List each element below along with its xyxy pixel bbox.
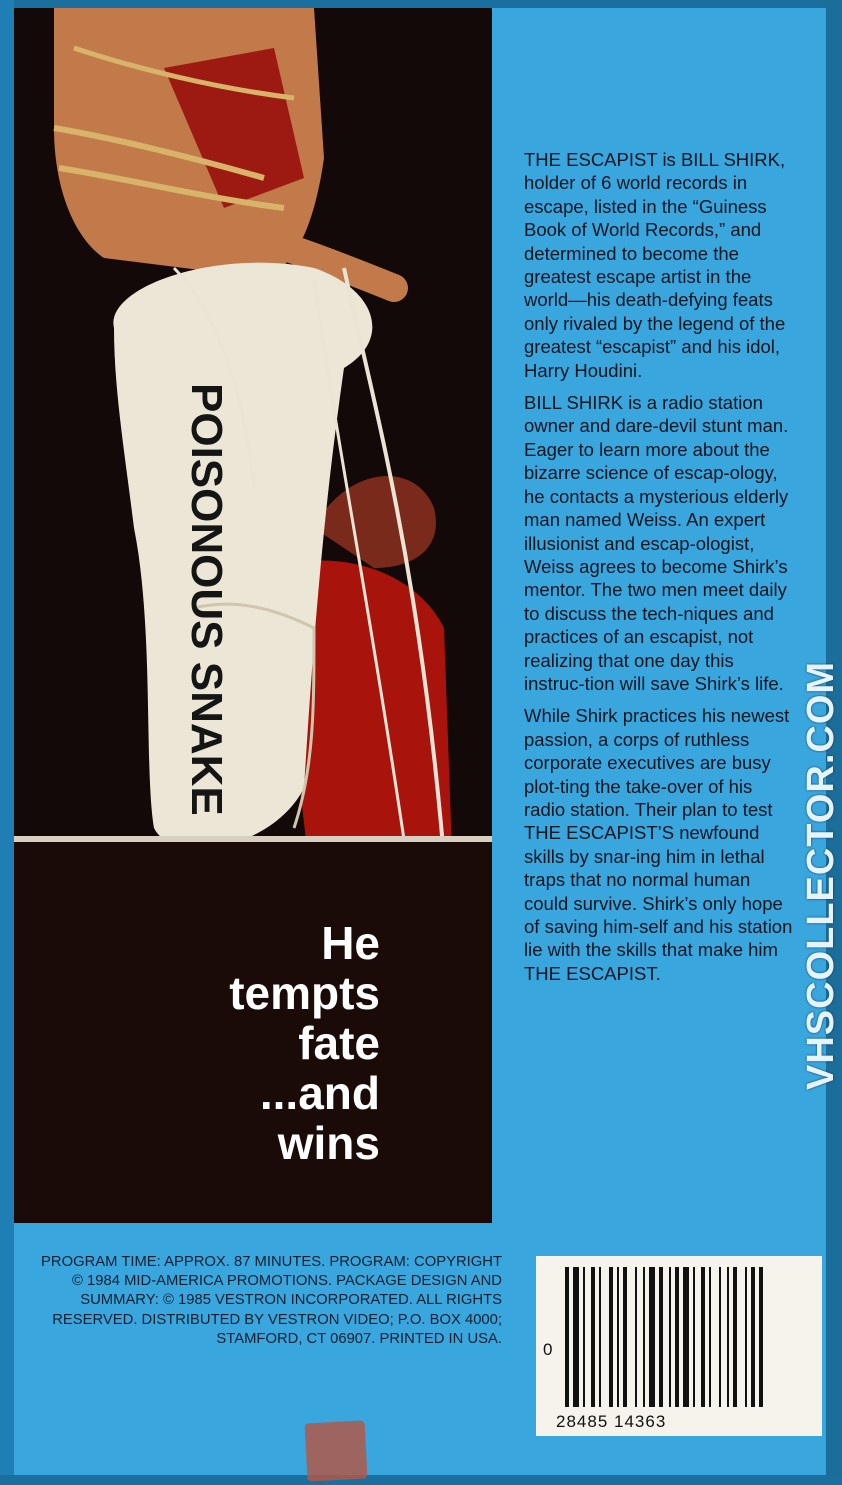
bag-label: POISONOUS SNAKE [182,383,231,816]
case-bottom-edge [0,1475,842,1485]
tagline-line-2: tempts [229,967,380,1019]
tagline-line-3: fate [298,1017,380,1069]
price-sticker-remnant [305,1420,368,1481]
synopsis-paragraph-3: While Shirk practices his newest passion, a corps of ruthless corporate executives are busy plot-ting the take-over of his radio station. Their plan to test THE ESCAPIST’S newfound skills by snar-ing him in lethal traps that no normal human could survive. Shirk’s only hope of saving him-self and his station lie with the skills that make him THE ESCAPIST. [524,705,793,984]
tagline [150,918,380,1168]
synopsis-paragraph-1: THE ESCAPIST is BILL SHIRK, holder of 6 world records in escape, listed in the “Guiness Book of World Records,” and determined to become the greatest escape artist in the world—his death-defying feats only rivaled by the legend of the greatest “escapist” and his idol, Harry Houdini. [524,149,786,381]
barcode-icon [565,1267,815,1407]
barcode-lead-digit: 0 [543,1340,553,1359]
tagline-line-5: wins [277,1117,380,1169]
synopsis [524,148,796,994]
watermark: VHSCOLLECTOR.COM [800,660,842,1090]
case-left-edge [0,0,14,1485]
tagline-line-4: ...and [259,1067,380,1119]
tagline-line-1: He [321,917,380,969]
case-top-edge [0,0,842,8]
credits-block: PROGRAM TIME: APPROX. 87 MINUTES. PROGRAM: COPYRIGHT © 1984 MID-AMERICA PROMOTIONS. PACKAGE DESIGN AND SUMMARY: © 1985 VESTRON INCORPORATED. ALL RIGHTS RESERVED. DISTRIBUTED BY VESTRON VIDEO; P.O. BOX 4000; STAMFORD, CT 06907. PRINTED IN USA. [41,1254,502,1347]
barcode-number: 28485 14363 [556,1412,667,1431]
synopsis-paragraph-2: BILL SHIRK is a radio station owner and dare-devil stunt man. Eager to learn more about the bizarre science of escap-ology, he contacts a mysterious elderly man named Weiss. An expert illusionist and escap-ologist, Weiss agrees to become Shirk’s mentor. The two men meet daily to discuss the tech-niques and practices of an escapist, not realizing that one day this instruc-tion will save Shirk’s life. [524,392,789,694]
